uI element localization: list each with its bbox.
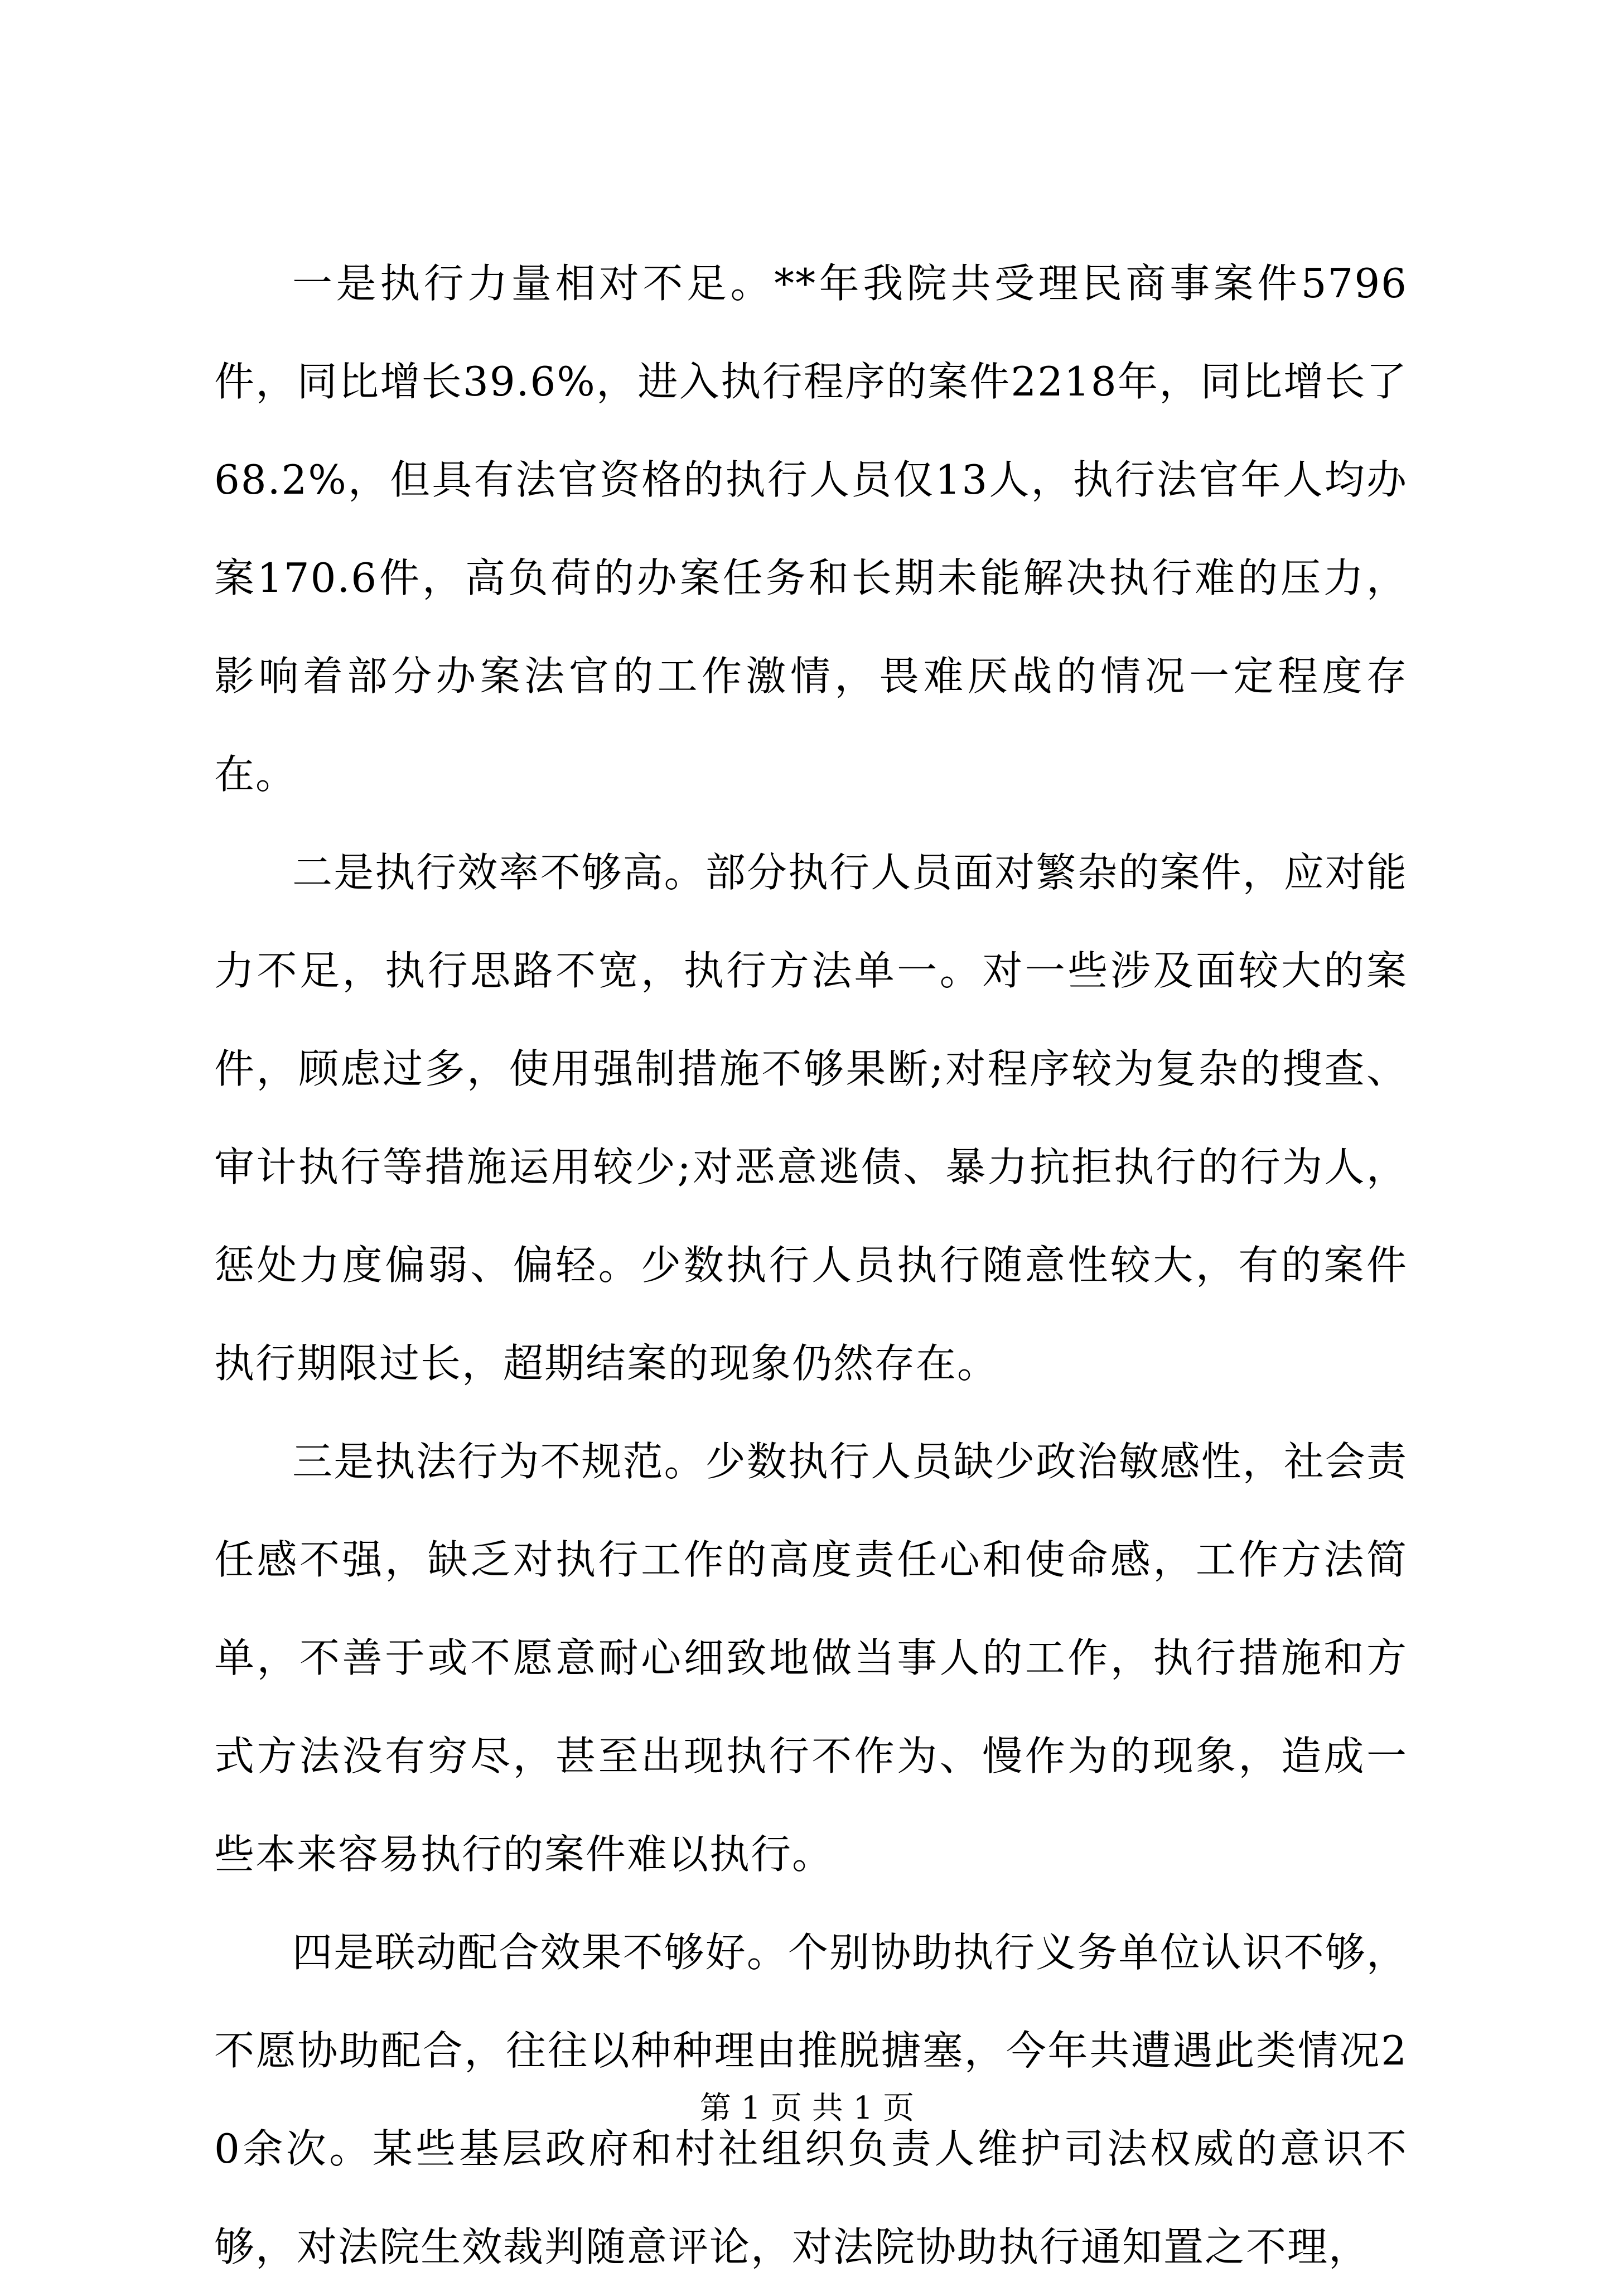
paragraph-3: 三是执法行为不规范。少数执行人员缺少政治敏感性，社会责任感不强，缺乏对执行工作的高度责任心和使命感，工作方法简单，不善于或不愿意耐心细致地做当事人的工作，执行措施和方式方法没有穷尽，甚至出现执行不作为、慢作为的现象，造成一些本来容易执行的案件难以执行。	[214, 1438, 1408, 1878]
document-body	[214, 234, 1408, 2296]
page-number-label: 第 1 页 共 1 页	[699, 2090, 915, 2126]
paragraph-4: 四是联动配合效果不够好。个别协助执行义务单位认识不够，不愿协助配合，往往以种种理由推脱搪塞，今年共遭遇此类情况20余次。某些基层政府和村社组织负责人维护司法权威的意识不够，对法院生效裁判随意评论，对法院协助执行通知置之不理，	[214, 1929, 1408, 2270]
page-footer	[0, 2086, 1614, 2131]
paragraph-1: 一是执行力量相对不足。**年我院共受理民商事案件5796件，同比增长39.6%，进入执行程序的案件2218年，同比增长了68.2%，但具有法官资格的执行人员仅13人，执行法官年人均办案170.6件，高负荷的办案任务和长期未能解决执行难的压力，影响着部分办案法官的工作激情，畏难厌战的情况一定程度存在。	[214, 260, 1408, 798]
paragraph-2: 二是执行效率不够高。部分执行人员面对繁杂的案件，应对能力不足，执行思路不宽，执行方法单一。对一些涉及面较大的案件，顾虑过多，使用强制措施不够果断;对程序较为复杂的搜查、审计执行等措施运用较少;对恶意逃债、暴力抗拒执行的行为人，惩处力度偏弱、偏轻。少数执行人员执行随意性较大，有的案件执行期限过长，超期结案的现象仍然存在。	[214, 849, 1408, 1387]
